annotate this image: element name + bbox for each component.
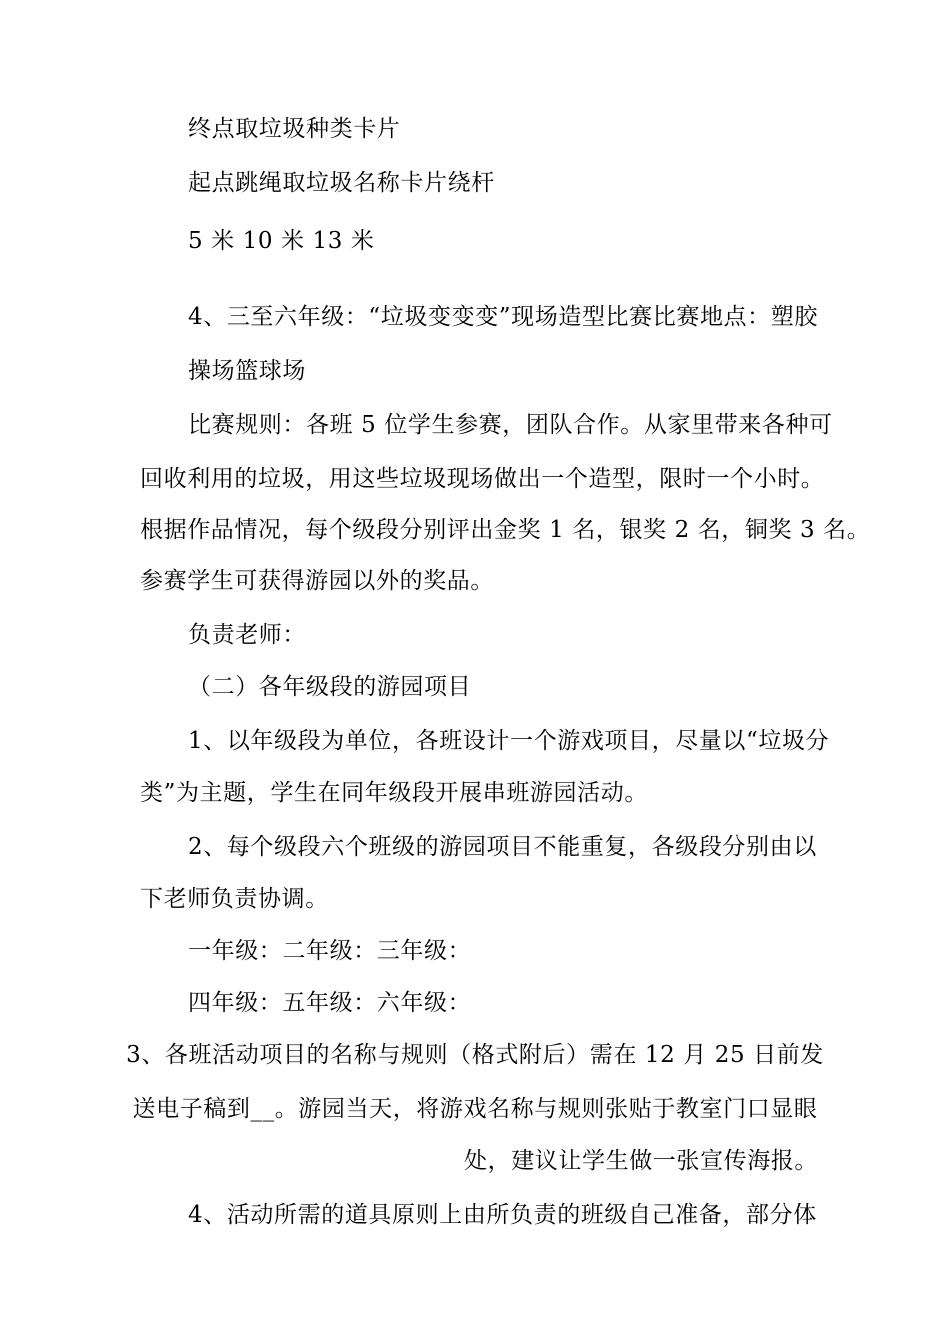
text-line-19: 送电子稿到__。游园当天，将游戏名称与规则张贴于教室门口显眼 (132, 1096, 818, 1122)
text-line-7: 回收利用的垃圾，用这些垃圾现场做出一个造型，限时一个小时。 (140, 466, 825, 492)
text-line-2: 起点跳绳取垃圾名称卡片绕杆 (188, 170, 495, 196)
text-line-1: 终点取垃圾种类卡片 (188, 116, 401, 142)
text-line-21: 4、活动所需的道具原则上由所负责的班级自己准备，部分体 (188, 1202, 817, 1228)
text-line-18: 3、各班活动项目的名称与规则（格式附后）需在 12 月 25 日前发 (126, 1042, 824, 1068)
text-line-10: 负责老师： (188, 622, 306, 648)
text-line-8: 根据作品情况，每个级段分别评出金奖 1 名，银奖 2 名，铜奖 3 名。 (140, 517, 871, 543)
text-line-15: 下老师负责协调。 (140, 886, 329, 912)
section-heading: （二）各年级段的游园项目 (188, 674, 472, 700)
text-line-3: 5 米 10 米 13 米 (188, 228, 375, 254)
text-line-20: 处，建议让学生做一张宣传海报。 (464, 1148, 818, 1174)
text-line-5: 操场篮球场 (188, 358, 306, 384)
text-line-13: 类”为主题，学生在同年级段开展串班游园活动。 (140, 780, 648, 806)
text-line-9: 参赛学生可获得游园以外的奖品。 (140, 568, 494, 594)
text-line-4: 4、三至六年级：“垃圾变变变”现场造型比赛比赛地点：塑胶 (188, 304, 818, 330)
text-line-16: 一年级：二年级：三年级： (188, 938, 472, 964)
text-line-6: 比赛规则：各班 5 位学生参赛，团队合作。从家里带来各种可 (188, 412, 833, 438)
text-line-14: 2、每个级段六个班级的游园项目不能重复，各级段分别由以 (188, 834, 817, 860)
text-line-12: 1、以年级段为单位，各班设计一个游戏项目，尽量以“垃圾分 (188, 728, 830, 754)
text-line-17: 四年级：五年级：六年级： (188, 990, 472, 1016)
